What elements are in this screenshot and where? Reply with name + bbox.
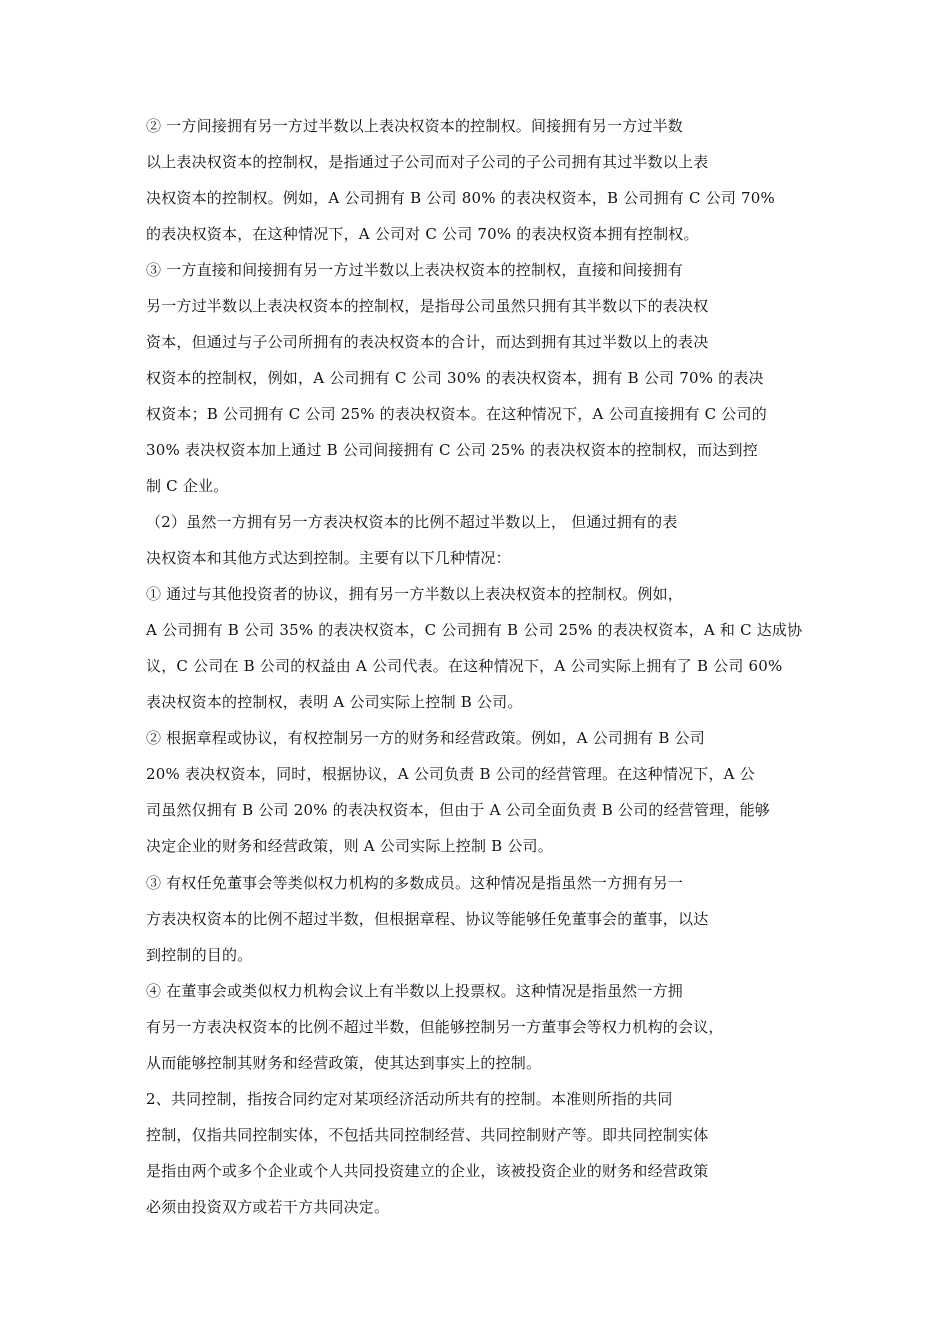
paragraph-line: A 公司拥有 B 公司 35% 的表决权资本，C 公司拥有 B 公司 25% 的表决权资本，A 和 C 达成协	[146, 621, 803, 639]
paragraph-line: 到控制的目的。	[146, 946, 253, 964]
paragraph-line: 资本，但通过与子公司所拥有的表决权资本的合计，而达到拥有其过半数以上的表决	[146, 333, 709, 351]
paragraph-line: （2）虽然一方拥有另一方表决权资本的比例不超过半数以上， 但通过拥有的表	[146, 513, 678, 531]
paragraph-line: 以上表决权资本的控制权，是指通过子公司而对子公司的子公司拥有其过半数以上表	[146, 153, 709, 171]
paragraph-line: ① 通过与其他投资者的协议，拥有另一方半数以上表决权资本的控制权。例如，	[146, 585, 683, 603]
paragraph-line: 司虽然仅拥有 B 公司 20% 的表决权资本，但由于 A 公司全面负责 B 公司的经营管理，能够	[146, 801, 770, 819]
paragraph-line: 必须由投资双方或若干方共同决定。	[146, 1198, 390, 1216]
paragraph-line: 方表决权资本的比例不超过半数，但根据章程、协议等能够任免董事会的董事，以达	[146, 910, 709, 928]
paragraph-line: ② 根据章程或协议，有权控制另一方的财务和经营政策。例如，A 公司拥有 B 公司	[146, 729, 705, 747]
paragraph-line: 权资本；B 公司拥有 C 公司 25% 的表决权资本。在这种情况下，A 公司直接拥有 C 公司的	[146, 405, 767, 423]
paragraph-line: ③ 一方直接和间接拥有另一方过半数以上表决权资本的控制权，直接和间接拥有	[146, 261, 683, 279]
paragraph-line: 决权资本和其他方式达到控制。主要有以下几种情况：	[146, 549, 511, 567]
paragraph-line: 制 C 企业。	[146, 477, 229, 495]
paragraph-line: 控制，仅指共同控制实体，不包括共同控制经营、共同控制财产等。即共同控制实体	[146, 1126, 709, 1144]
paragraph-line: 权资本的控制权，例如，A 公司拥有 C 公司 30% 的表决权资本，拥有 B 公司 70% 的表决	[146, 369, 764, 387]
paragraph-line: 有另一方表决权资本的比例不超过半数，但能够控制另一方董事会等权力机构的会议，	[146, 1018, 724, 1036]
paragraph-line: 的表决权资本，在这种情况下，A 公司对 C 公司 70% 的表决权资本拥有控制权。	[146, 225, 699, 243]
paragraph-line: ④ 在董事会或类似权力机构会议上有半数以上投票权。这种情况是指虽然一方拥	[146, 982, 683, 1000]
paragraph-line: 20% 表决权资本，同时，根据协议，A 公司负责 B 公司的经营管理。在这种情况下，A 公	[146, 765, 755, 783]
paragraph-line: 决权资本的控制权。例如，A 公司拥有 B 公司 80% 的表决权资本，B 公司拥有 C 公司 70%	[146, 189, 775, 207]
paragraph-line: ③ 有权任免董事会等类似权力机构的多数成员。这种情况是指虽然一方拥有另一	[146, 874, 683, 892]
paragraph-line: 2、共同控制，指按合同约定对某项经济活动所共有的控制。本准则所指的共同	[146, 1090, 673, 1108]
paragraph-line: 表决权资本的控制权，表明 A 公司实际上控制 B 公司。	[146, 693, 523, 711]
paragraph-line: 从而能够控制其财务和经营政策，使其达到事实上的控制。	[146, 1054, 542, 1072]
paragraph-line: 议，C 公司在 B 公司的权益由 A 公司代表。在这种情况下，A 公司实际上拥有了 B 公司 60%	[146, 657, 783, 675]
paragraph-line: ② 一方间接拥有另一方过半数以上表决权资本的控制权。间接拥有另一方过半数	[146, 117, 683, 135]
paragraph-line: 另一方过半数以上表决权资本的控制权，是指母公司虽然只拥有其半数以下的表决权	[146, 297, 709, 315]
paragraph-line: 决定企业的财务和经营政策，则 A 公司实际上控制 B 公司。	[146, 837, 553, 855]
paragraph-line: 30% 表决权资本加上通过 B 公司间接拥有 C 公司 25% 的表决权资本的控制权，而达到控	[146, 441, 758, 459]
paragraph-line: 是指由两个或多个企业或个人共同投资建立的企业，该被投资企业的财务和经营政策	[146, 1162, 709, 1180]
